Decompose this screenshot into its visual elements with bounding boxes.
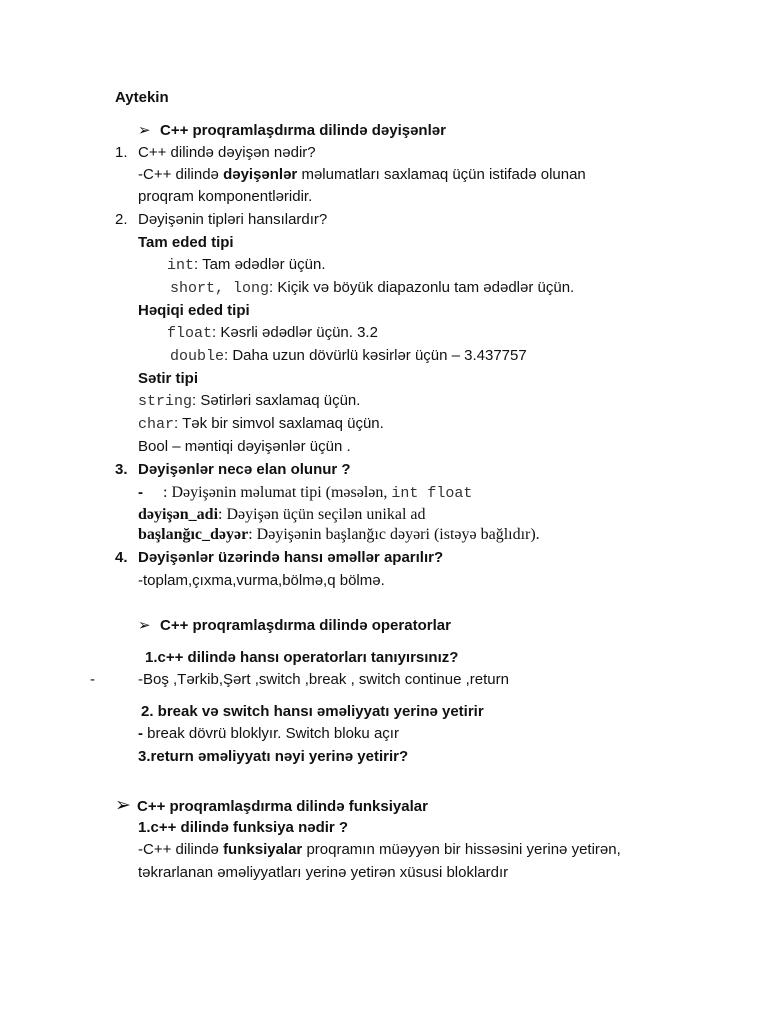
list-number: 2.	[115, 211, 128, 228]
code-text: float	[167, 325, 213, 342]
code-text: char	[138, 416, 175, 433]
declaration-bold-term: dəyişən_adi	[138, 506, 219, 523]
type-char	[138, 415, 384, 434]
answer-bold-term: funksiyalar	[223, 841, 303, 858]
answer-text: -C++ dilində	[138, 166, 224, 183]
type-desc: : Kiçik və böyük diapazonlu tam ədədlər üçün.	[269, 279, 575, 296]
question-1	[115, 144, 128, 162]
code-text: short, long	[170, 280, 270, 297]
answer-dash: -	[138, 725, 148, 742]
question-1-text: C++ dilində dəyişən nədir?	[138, 144, 316, 161]
operators-question-1: 1.c++ dilində hansı operatorları tanıyırsınız?	[145, 649, 459, 666]
declaration-line-2	[138, 506, 426, 524]
question-4-text: Dəyişənlər üzərində hansı əməllər aparılır?	[138, 549, 444, 566]
type-float	[167, 324, 378, 343]
declaration-text: : Dəyişən üçün seçilən unikal ad	[218, 506, 426, 523]
declaration-line-1	[163, 484, 472, 503]
section-heading-functions	[115, 796, 428, 816]
type-heading-string: Sətir tipi	[138, 370, 199, 387]
declaration-line-3	[138, 526, 540, 544]
type-heading-real: Həqiqi eded tipi	[138, 302, 250, 319]
declaration-dash: -	[138, 484, 143, 501]
author-name: Aytekin	[115, 89, 169, 106]
operators-question-3: 3.return əməliyyatı nəyi yerinə yetirir?	[138, 748, 409, 765]
type-double	[170, 347, 527, 366]
operators-dash: -	[90, 671, 95, 688]
functions-question-1: 1.c++ dilində funksiya nədir ?	[138, 819, 349, 836]
declaration-text: : Dəyişənin başlanğıc dəyəri (istəyə bağlıdır).	[248, 526, 540, 543]
answer-text: məlumatları saxlamaq üçün istifadə olunan	[297, 166, 586, 183]
list-number: 4.	[115, 549, 128, 566]
list-number: 3.	[115, 461, 128, 478]
code-text: double	[170, 348, 225, 365]
section-heading-variables	[138, 121, 446, 140]
operators-question-2: 2. break və switch hansı əməliyyatı yerinə yetirir	[141, 703, 484, 720]
functions-answer-line-1	[138, 841, 621, 859]
section-heading-operators	[138, 616, 451, 635]
arrow-bullet-icon: ➢	[115, 794, 131, 816]
answer-text: break dövrü bloklyır. Switch bloku açır	[147, 725, 399, 742]
type-desc: : Kəsrli ədədlər üçün. 3.2	[212, 324, 378, 341]
answer-text: -C++ dilində	[138, 841, 224, 858]
answer-1-line-1	[138, 166, 586, 184]
question-2-text: Dəyişənin tipləri hansılardır?	[138, 211, 328, 228]
arrow-bullet-icon: ➢	[138, 616, 151, 634]
type-string	[138, 392, 360, 411]
arrow-bullet-icon: ➢	[138, 121, 151, 139]
question-3-text: Dəyişənlər necə elan olunur ?	[138, 461, 351, 478]
type-desc: : Tək bir simvol saxlamaq üçün.	[174, 415, 384, 432]
declaration-text: : Dəyişənin məlumat tipi (məsələn,	[163, 484, 392, 501]
answer-text: proqramın müəyyən bir hissəsini yerinə yetirən,	[302, 841, 621, 858]
type-heading-integer: Tam eded tipi	[138, 234, 234, 251]
declaration-bold-term: başlanğıc_dəyər	[138, 526, 249, 543]
code-text: int float	[391, 485, 473, 502]
type-short-long	[170, 279, 574, 298]
answer-bold-term: dəyişənlər	[223, 166, 298, 183]
code-text: int	[167, 257, 195, 274]
section-title: C++ proqramlaşdırma dilində operatorlar	[160, 617, 451, 634]
operators-answer-2	[138, 725, 399, 743]
section-title: C++ proqramlaşdırma dilində dəyişənlər	[160, 122, 446, 139]
type-int	[167, 256, 326, 275]
operators-answer-1: -Boş ,Tərkib,Şərt ,switch ,break , switch continue ,return	[138, 671, 509, 688]
type-desc: : Daha uzun dövürlü kəsirlər üçün – 3.437757	[224, 347, 527, 364]
functions-answer-line-2: təkrarlanan əməliyyatları yerinə yetirən xüsusi bloklardır	[138, 864, 509, 881]
type-bool: Bool – məntiqi dəyişənlər üçün .	[138, 438, 351, 455]
section-title: C++ proqramlaşdırma dilində funksiyalar	[137, 798, 428, 815]
answer-4: -toplam,çıxma,vurma,bölmə,q bölmə.	[138, 572, 385, 589]
code-text: string	[138, 393, 193, 410]
type-desc: : Sətirləri saxlamaq üçün.	[192, 392, 361, 409]
answer-1-line-2: proqram komponentləridir.	[138, 188, 313, 205]
type-desc: : Tam ədədlər üçün.	[194, 256, 326, 273]
list-number: 1.	[115, 144, 128, 161]
